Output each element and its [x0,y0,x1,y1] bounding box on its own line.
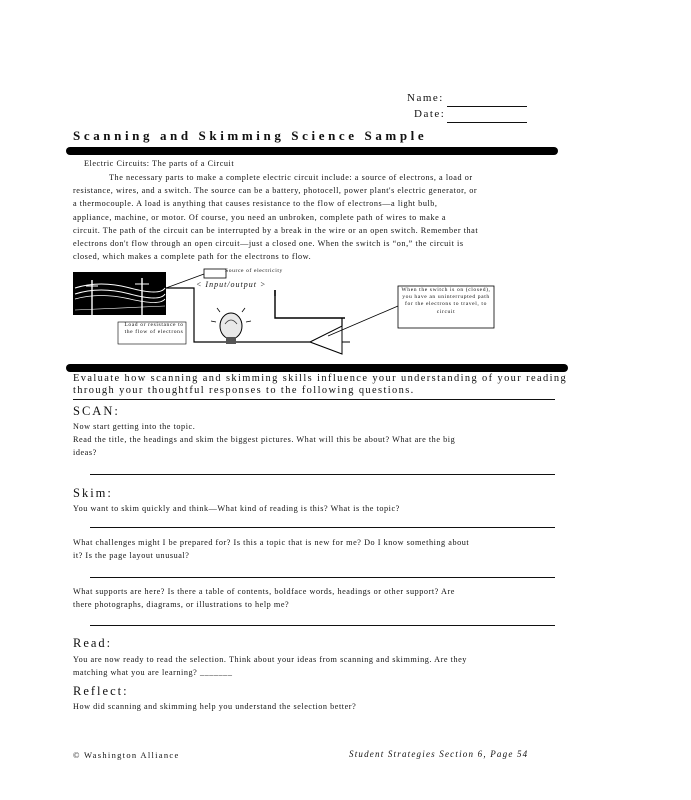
scan-line: Now start getting into the topic. [73,422,196,431]
reflect-heading: Reflect: [73,684,129,698]
name-label: Name: [407,92,444,104]
answer-line[interactable] [90,474,555,475]
questions-intro [73,373,567,397]
article-heading: Electric Circuits: The parts of a Circuit [84,159,235,168]
date-field-line[interactable] [447,122,527,123]
answer-line[interactable] [73,399,555,400]
switch-label: When the switch is on (closed), you have an uninterrupted path for the electrons to travel, to circuit [401,287,491,315]
answer-line[interactable] [90,527,555,528]
skim-heading: Skim: [73,486,113,500]
reflect-question: How did scanning and skimming help you understand the selection better? [73,702,357,711]
skim-line: it? Is the page layout unusual? [73,551,190,561]
article-line: The necessary parts to make a complete electric circuit include: a source of electrons, a load or [109,173,473,182]
article-line: electrons don't flow through an open circuit—just a closed one. When the switch is “on,” the circuit is [73,239,464,249]
scan-text [73,420,553,460]
source-label: Source of electricity [225,268,283,274]
skim-line: What challenges might I be prepared for? Is this a topic that is new for me? Do I know something about [73,538,470,547]
page-title: Scanning and Skimming Science Sample [73,128,428,143]
article-line: closed, which makes a complete path for the electrons to flow. [73,252,312,262]
date-label: Date: [414,108,446,120]
scan-line: Read the title, the headings and skim the biggest pictures. What will this be about? What are the big [73,435,456,445]
footer-copyright: © Washington Alliance [73,750,180,760]
scan-heading: SCAN: [73,404,120,418]
load-label: Load or resistance to the flow of electrons [124,322,184,336]
article-line: a thermocouple. A load is anything that causes resistance to the flow of electrons—a light bulb, [73,199,438,209]
read-heading: Read: [73,636,113,650]
power-lines-picture [73,272,166,315]
skim-question-1: You want to skim quickly and think—What kind of reading is this? What is the topic? [73,504,400,513]
light-bulb-icon [211,308,251,344]
read-text [73,653,553,679]
article-body [73,171,543,263]
title-divider [66,147,558,155]
skim-question-2 [73,536,553,562]
intro-line: through your thoughtful responses to the following questions. [73,385,415,396]
article-line: circuit. The path of the circuit can be interrupted by a break in the wire or an open switch. Remember that [73,225,479,235]
answer-line[interactable] [90,577,555,578]
skim-question-3 [73,585,553,611]
article-line: resistance, wires, and a switch. The source can be a battery, photocell, power plant's electric generator, or [73,186,478,196]
answer-line[interactable] [90,625,555,626]
switch-symbol [310,326,342,354]
article-line: appliance, machine, or motor. Of course, you need an unbroken, complete path of wires to make a [73,212,447,222]
skim-line: there photographs, diagrams, or illustrations to help me? [73,600,290,610]
io-label: < Input/output > [196,280,267,289]
read-line: matching what you are learning? _______ [73,668,233,678]
read-line: You are now ready to read the selection. Think about your ideas from scanning and skimming. Are they [73,655,467,664]
name-field-line[interactable] [447,106,527,107]
section-divider [66,364,568,372]
footer-page: Student Strategies Section 6, Page 54 [349,749,529,759]
scan-line: ideas? [73,448,97,458]
skim-line: What supports are here? Is there a table of contents, boldface words, headings or other support? Are [73,587,455,596]
intro-line: Evaluate how scanning and skimming skills influence your understanding of your reading [73,373,568,384]
